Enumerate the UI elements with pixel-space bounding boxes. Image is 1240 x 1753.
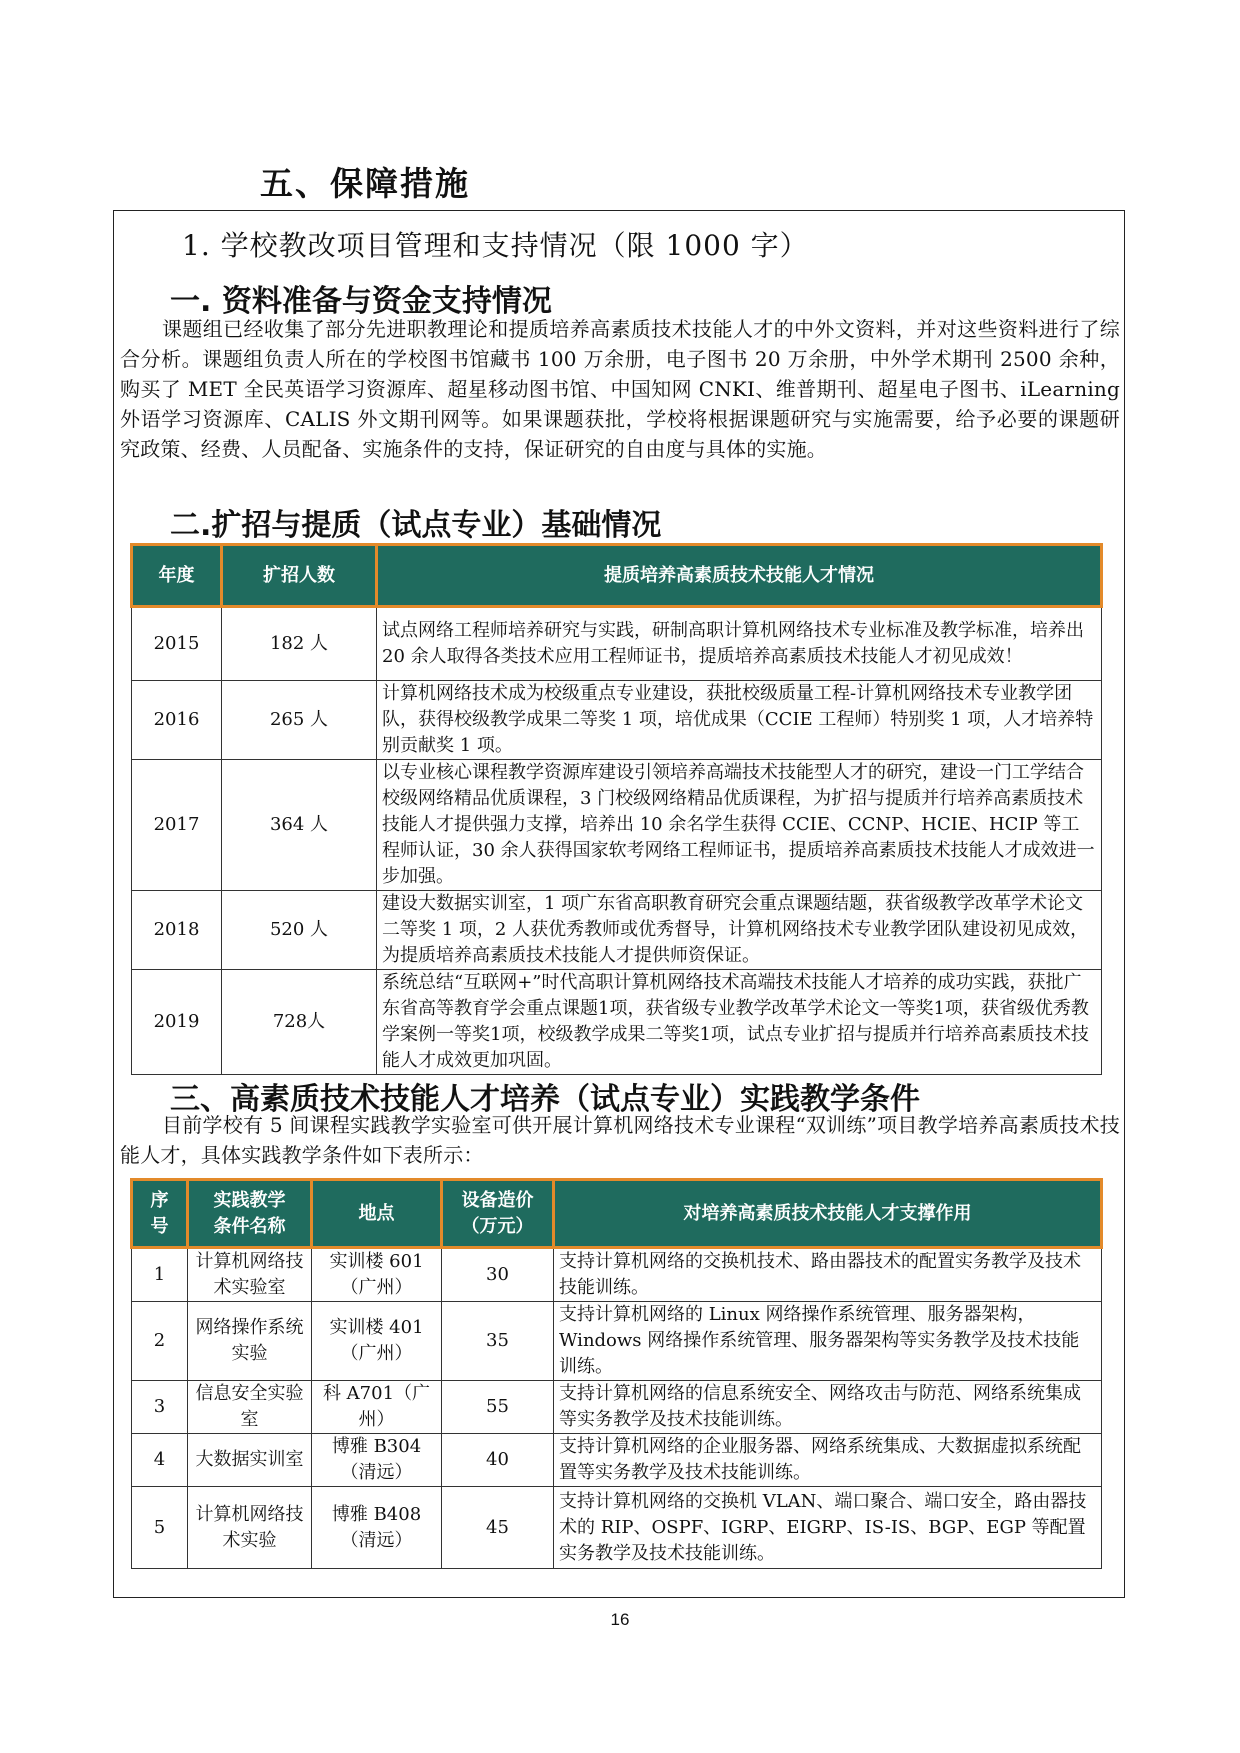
header-cost-line2: （万元） <box>461 1215 534 1237</box>
row-count: 728人 <box>222 970 377 1075</box>
table-row <box>132 681 1102 760</box>
row-year: 2016 <box>132 681 222 760</box>
row-desc: 系统总结“互联网+”时代高职计算机网络技术高端技术技能人才培养的成功实践，获批广东省高等教育学会重点课题1项，获省级专业教学改革学术论文一等奖1项，获省级优秀教学案例一等奖1项，校级教学成果二等奖1项，试点专业扩招与提质并行培养高素质技术技能人才成效更加巩固。 <box>377 970 1102 1075</box>
lab-location: 博雅 B408（清远） <box>312 1487 442 1569</box>
lab-location: 实训楼 401（广州） <box>312 1302 442 1381</box>
lab-name: 大数据实训室 <box>188 1434 312 1487</box>
header-name <box>188 1180 312 1248</box>
lab-role: 支持计算机网络的交换机 VLAN、端口聚合、端口安全，路由器技术的 RIP、OSPF、IGRP、EIGRP、IS-IS、BGP、EGP 等配置实务教学及技术技能训练。 <box>554 1487 1102 1569</box>
table-row <box>132 760 1102 891</box>
lab-role: 支持计算机网络的企业服务器、网络系统集成、大数据虚拟系统配置等实务教学及技术技能训练。 <box>554 1434 1102 1487</box>
header-seq-line2: 号 <box>150 1215 169 1237</box>
header-cost <box>442 1180 554 1248</box>
row-year: 2017 <box>132 760 222 891</box>
lab-cost: 45 <box>442 1487 554 1569</box>
lab-cost: 40 <box>442 1434 554 1487</box>
part3-heading: 三、高素质技术技能人才培养（试点专业）实践教学条件 <box>170 1082 920 1117</box>
page-number: 16 <box>610 1610 630 1629</box>
enrollment-table <box>130 543 1103 1075</box>
header-cost-line1: 设备造价 <box>461 1189 534 1211</box>
lab-name: 信息安全实验室 <box>188 1381 312 1434</box>
row-desc: 建设大数据实训室，1 项广东省高职教育研究会重点课题结题，获省级教学改革学术论文二等奖 1 项，2 人获优秀教师或优秀督导，计算机网络技术专业教学团队建设初见成效，为提质培养高素质技术技能人才提供师资保证。 <box>377 891 1102 970</box>
table-row <box>132 1248 1102 1302</box>
lab-location: 博雅 B304（清远） <box>312 1434 442 1487</box>
lab-seq: 3 <box>132 1381 188 1434</box>
table-row <box>132 970 1102 1075</box>
part1-paragraph <box>120 314 1120 464</box>
enrollment-table-header <box>132 545 1102 607</box>
table-row <box>132 1302 1102 1381</box>
lab-table <box>130 1178 1103 1569</box>
lab-location: 实训楼 601（广州） <box>312 1248 442 1302</box>
lab-role: 支持计算机网络的信息系统安全、网络攻击与防范、网络系统集成等实务教学及技术技能训练。 <box>554 1381 1102 1434</box>
table-row <box>132 607 1102 681</box>
part3-paragraph <box>120 1110 1120 1170</box>
row-count: 182 人 <box>222 607 377 681</box>
part1-heading: 一. 资料准备与资金支持情况 <box>170 284 552 319</box>
table-row <box>132 891 1102 970</box>
table-row <box>132 1381 1102 1434</box>
lab-cost: 30 <box>442 1248 554 1302</box>
row-count: 364 人 <box>222 760 377 891</box>
header-year: 年度 <box>132 545 222 607</box>
lab-seq: 1 <box>132 1248 188 1302</box>
lab-name: 计算机网络技术实验 <box>188 1487 312 1569</box>
header-name-line1: 实践教学 <box>213 1189 286 1211</box>
lab-seq: 5 <box>132 1487 188 1569</box>
lab-seq: 4 <box>132 1434 188 1487</box>
header-desc: 提质培养高素质技术技能人才情况 <box>377 545 1102 607</box>
part3-paragraph-text: 目前学校有 5 间课程实践教学实验室可供开展计算机网络技术专业课程“双训练”项目教学培养高素质技术技能人才，具体实践教学条件如下表所示： <box>120 1113 1120 1167</box>
row-year: 2015 <box>132 607 222 681</box>
header-name-line2: 条件名称 <box>213 1215 286 1237</box>
lab-name: 网络操作系统实验 <box>188 1302 312 1381</box>
subtitle: 1. 学校教改项目管理和支持情况（限 1000 字） <box>182 229 809 262</box>
header-location: 地点 <box>312 1180 442 1248</box>
row-count: 265 人 <box>222 681 377 760</box>
lab-role: 支持计算机网络的交换机技术、路由器技术的配置实务教学及技术技能训练。 <box>554 1248 1102 1302</box>
table-row <box>132 1487 1102 1569</box>
header-count: 扩招人数 <box>222 545 377 607</box>
part1-paragraph-text: 课题组已经收集了部分先进职教理论和提质培养高素质技术技能人才的中外文资料，并对这些资料进行了综合分析。课题组负责人所在的学校图书馆藏书 100 万余册，电子图书 20 万余册，中外学术期刊 2500 余种，购买了 MET 全民英语学习资源库、超星移动图书馆、中国知网 CNKI、维普期刊、超星电子图书、iLearning 外语学习资源库、CALIS 外文期刊网等。如果课题获批，学校将根据课题研究与实施需要，给予必要的课题研究政策、经费、人员配备、实施条件的支持，保证研究的自由度与具体的实施。 <box>120 317 1120 461</box>
row-count: 520 人 <box>222 891 377 970</box>
part2-heading: 二.扩招与提质（试点专业）基础情况 <box>170 508 662 543</box>
row-desc: 试点网络工程师培养研究与实践，研制高职计算机网络技术专业标准及教学标准，培养出 20 余人取得各类技术应用工程师证书，提质培养高素质技术技能人才初见成效！ <box>377 607 1102 681</box>
table-row <box>132 1434 1102 1487</box>
row-desc: 以专业核心课程教学资源库建设引领培养高端技术技能型人才的研究，建设一门工学结合校级网络精品优质课程，3 门校级网络精品优质课程，为扩招与提质并行培养高素质技术技能人才提供强力支撑，培养出 10 余名学生获得 CCIE、CCNP、HCIE、HCIP 等工程师认证，30 余人获得国家软考网络工程师证书，提质培养高素质技术技能人才成效进一步加强。 <box>377 760 1102 891</box>
row-year: 2019 <box>132 970 222 1075</box>
lab-location: 科 A701（广州） <box>312 1381 442 1434</box>
header-seq <box>132 1180 188 1248</box>
section-title: 五、保障措施 <box>260 164 470 203</box>
lab-cost: 55 <box>442 1381 554 1434</box>
row-year: 2018 <box>132 891 222 970</box>
lab-seq: 2 <box>132 1302 188 1381</box>
lab-cost: 35 <box>442 1302 554 1381</box>
lab-role: 支持计算机网络的 Linux 网络操作系统管理、服务器架构，Windows 网络操作系统管理、服务器架构等实务教学及技术技能训练。 <box>554 1302 1102 1381</box>
lab-table-header <box>132 1180 1102 1248</box>
header-role: 对培养高素质技术技能人才支撑作用 <box>554 1180 1102 1248</box>
row-desc: 计算机网络技术成为校级重点专业建设，获批校级质量工程-计算机网络技术专业教学团队，获得校级教学成果二等奖 1 项，培优成果（CCIE 工程师）特别奖 1 项，人才培养特别贡献奖 1 项。 <box>377 681 1102 760</box>
lab-name: 计算机网络技术实验室 <box>188 1248 312 1302</box>
header-seq-line1: 序 <box>150 1189 169 1211</box>
